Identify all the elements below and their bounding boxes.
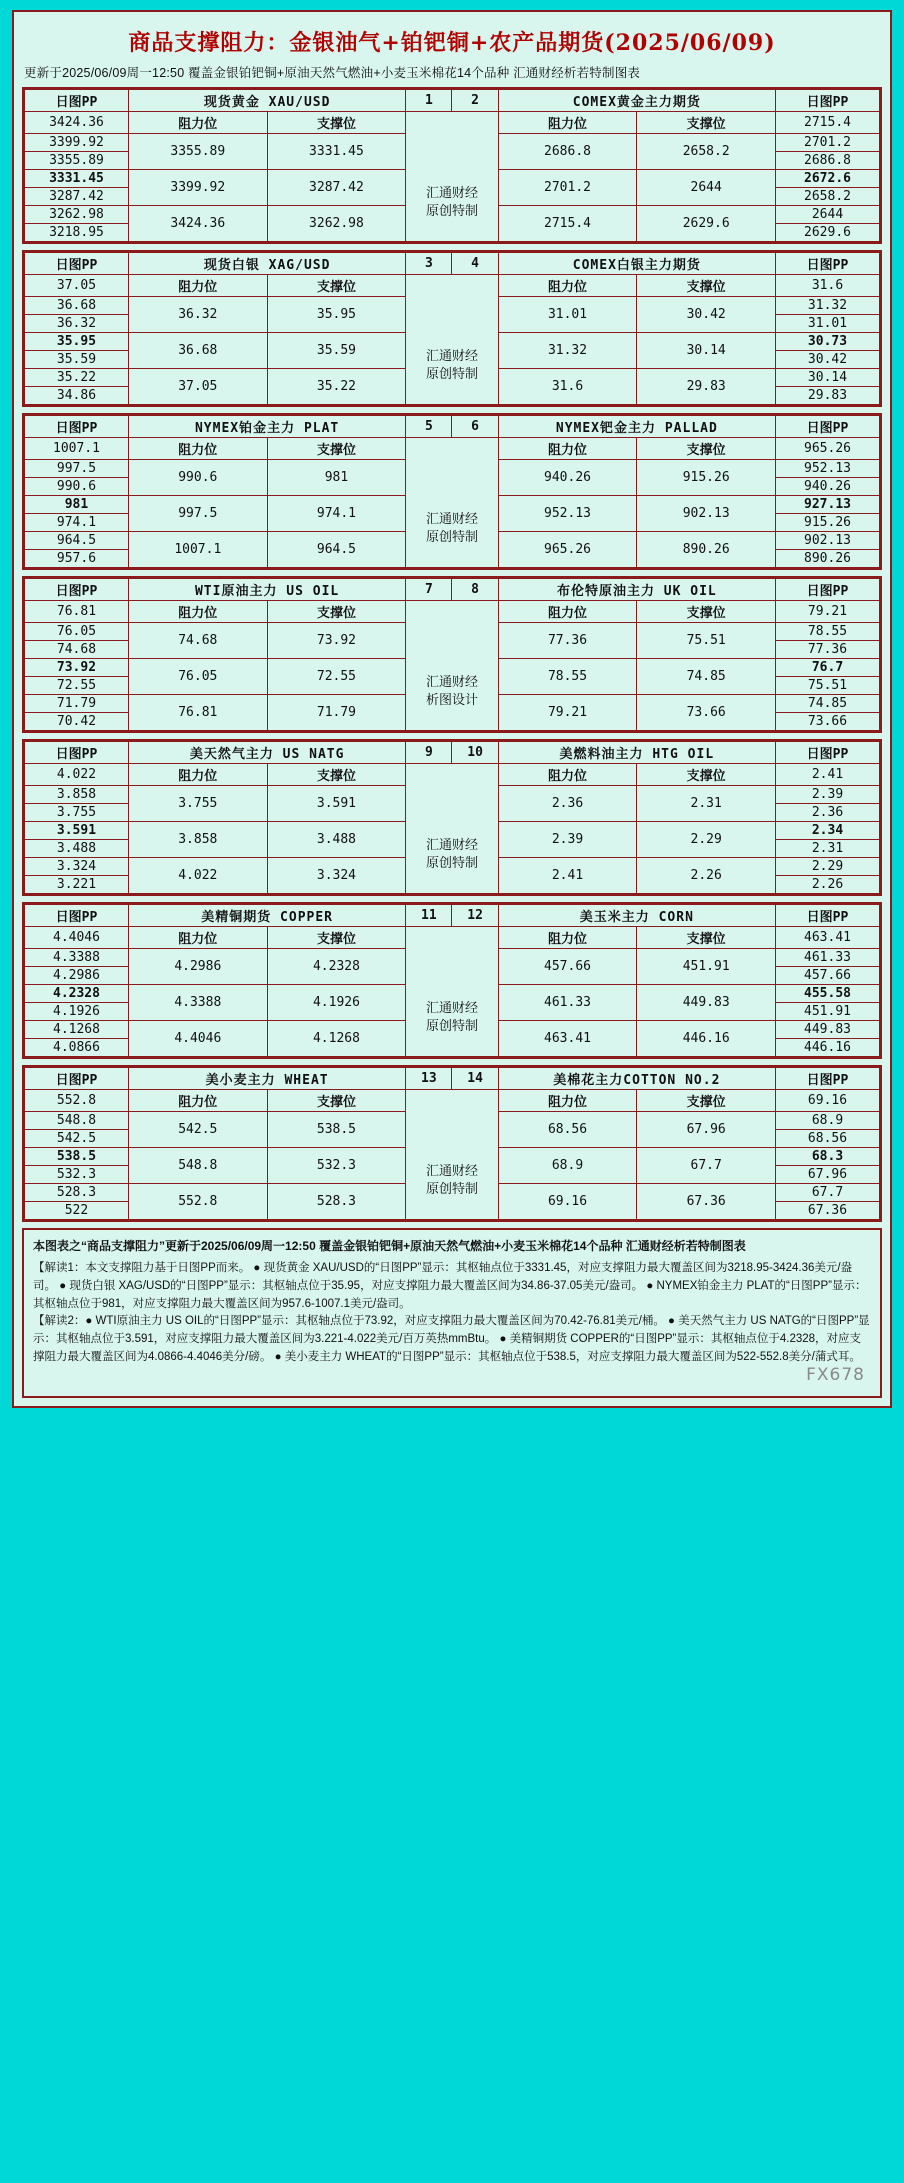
- level-value: 74.68: [25, 641, 129, 659]
- support-value: 35.95: [267, 297, 406, 333]
- level-value: 2658.2: [776, 188, 880, 206]
- block-index-right: 14: [452, 1068, 498, 1090]
- pivot-value-right: 455.58: [776, 985, 880, 1003]
- pp-label-left: 日图PP: [25, 253, 129, 275]
- support-value: 2644: [637, 170, 776, 206]
- support-value: 902.13: [637, 496, 776, 532]
- block-index-right: 12: [452, 905, 498, 927]
- level-value: 915.26: [776, 514, 880, 532]
- pp-label-left: 日图PP: [25, 742, 129, 764]
- level-value: 3.221: [25, 876, 129, 894]
- resistance-header-right: 阻力位: [498, 1090, 637, 1112]
- resistance-value: 965.26: [498, 532, 637, 568]
- level-value: 2715.4: [776, 112, 880, 134]
- level-value: 2.29: [776, 858, 880, 876]
- resistance-value: 3424.36: [128, 206, 267, 242]
- block-index-right: 10: [452, 742, 498, 764]
- support-value: 67.7: [637, 1148, 776, 1184]
- resistance-value: 548.8: [128, 1148, 267, 1184]
- resistance-value: 463.41: [498, 1021, 637, 1057]
- support-header-left: 支撑位: [267, 112, 406, 134]
- pivot-value-left: 538.5: [25, 1148, 129, 1166]
- level-value: 77.36: [776, 641, 880, 659]
- level-value: 30.42: [776, 351, 880, 369]
- level-value: 36.68: [25, 297, 129, 315]
- level-value: 463.41: [776, 927, 880, 949]
- pivot-value-left: 3331.45: [25, 170, 129, 188]
- level-value: 997.5: [25, 460, 129, 478]
- instrument-name-left: WTI原油主力 US OIL: [128, 579, 405, 601]
- support-value: 4.2328: [267, 949, 406, 985]
- watermark: 汇通财经 原创特制: [406, 1090, 498, 1220]
- level-value: 31.01: [776, 315, 880, 333]
- pivot-value-left: 73.92: [25, 659, 129, 677]
- support-value: 74.85: [637, 659, 776, 695]
- level-value: 4.1926: [25, 1003, 129, 1021]
- level-value: 36.32: [25, 315, 129, 333]
- watermark: 汇通财经 原创特制: [406, 764, 498, 894]
- watermark: 汇通财经 原创特制: [406, 927, 498, 1057]
- level-value: 957.6: [25, 550, 129, 568]
- pp-label-left: 日图PP: [25, 90, 129, 112]
- level-value: 548.8: [25, 1112, 129, 1130]
- level-value: 2.31: [776, 840, 880, 858]
- level-value: 74.85: [776, 695, 880, 713]
- support-value: 2.26: [637, 858, 776, 894]
- resistance-value: 4.4046: [128, 1021, 267, 1057]
- support-value: 72.55: [267, 659, 406, 695]
- level-value: 3355.89: [25, 152, 129, 170]
- resistance-value: 31.6: [498, 369, 637, 405]
- block-index-left: 13: [406, 1068, 452, 1090]
- level-value: 2.39: [776, 786, 880, 804]
- level-value: 3424.36: [25, 112, 129, 134]
- signature-bar: [33, 1367, 871, 1389]
- level-value: 31.32: [776, 297, 880, 315]
- resistance-value: 4.2986: [128, 949, 267, 985]
- resistance-value: 68.56: [498, 1112, 637, 1148]
- level-value: 76.81: [25, 601, 129, 623]
- pp-label-left: 日图PP: [25, 579, 129, 601]
- resistance-value: 2.36: [498, 786, 637, 822]
- resistance-value: 3.755: [128, 786, 267, 822]
- resistance-value: 3.858: [128, 822, 267, 858]
- resistance-header-right: 阻力位: [498, 112, 637, 134]
- resistance-value: 31.32: [498, 333, 637, 369]
- level-value: 68.9: [776, 1112, 880, 1130]
- support-value: 3287.42: [267, 170, 406, 206]
- support-value: 974.1: [267, 496, 406, 532]
- level-value: 4.022: [25, 764, 129, 786]
- pp-label-right: 日图PP: [776, 579, 880, 601]
- support-value: 29.83: [637, 369, 776, 405]
- level-value: 4.1268: [25, 1021, 129, 1039]
- level-value: 31.6: [776, 275, 880, 297]
- resistance-value: 461.33: [498, 985, 637, 1021]
- resistance-value: 952.13: [498, 496, 637, 532]
- level-value: 3262.98: [25, 206, 129, 224]
- block-index-right: 6: [452, 416, 498, 438]
- block-index-left: 1: [406, 90, 452, 112]
- level-value: 76.05: [25, 623, 129, 641]
- resistance-header-right: 阻力位: [498, 275, 637, 297]
- support-header-left: 支撑位: [267, 601, 406, 623]
- level-value: 3.755: [25, 804, 129, 822]
- resistance-header-left: 阻力位: [128, 927, 267, 949]
- support-header-left: 支撑位: [267, 438, 406, 460]
- support-value: 73.92: [267, 623, 406, 659]
- resistance-header-right: 阻力位: [498, 764, 637, 786]
- level-value: 34.86: [25, 387, 129, 405]
- level-value: 964.5: [25, 532, 129, 550]
- instrument-name-left: 美天然气主力 US NATG: [128, 742, 405, 764]
- support-header-right: 支撑位: [637, 764, 776, 786]
- level-value: 528.3: [25, 1184, 129, 1202]
- level-value: 446.16: [776, 1039, 880, 1057]
- level-value: 69.16: [776, 1090, 880, 1112]
- resistance-value: 990.6: [128, 460, 267, 496]
- level-value: 4.2986: [25, 967, 129, 985]
- block-index-left: 3: [406, 253, 452, 275]
- support-header-left: 支撑位: [267, 764, 406, 786]
- support-value: 4.1926: [267, 985, 406, 1021]
- level-value: 79.21: [776, 601, 880, 623]
- resistance-value: 997.5: [128, 496, 267, 532]
- level-value: 974.1: [25, 514, 129, 532]
- support-value: 446.16: [637, 1021, 776, 1057]
- resistance-value: 37.05: [128, 369, 267, 405]
- report-subtitle: 更新于2025/06/09周一12:50 覆盖金银铂钯铜+原油天然气燃油+小麦玉米棉花14个品种 汇通财经析若特制图表: [24, 66, 641, 80]
- level-value: 3399.92: [25, 134, 129, 152]
- level-value: 2686.8: [776, 152, 880, 170]
- pp-label-right: 日图PP: [776, 90, 880, 112]
- support-value: 3331.45: [267, 134, 406, 170]
- level-value: 67.36: [776, 1202, 880, 1220]
- resistance-value: 4.3388: [128, 985, 267, 1021]
- support-header-right: 支撑位: [637, 601, 776, 623]
- level-value: 37.05: [25, 275, 129, 297]
- footer-note-2: 【解读2：● WTI原油主力 US OIL的“日图PP”显示：其枢轴点位于73.92，对应支撑阻力最大覆盖区间为70.42-76.81美元/桶。 ● 美天然气主力 US NATG的“日图PP”显示：其枢轴点位于3.591，对应支撑阻力最大覆盖区间为3.221-4.022美元/百万英热mmBtu。 ● 美精铜期货 COPPER的“日图PP”显示：其枢轴点位于4.2328，对应支撑阻力最大覆盖区间为4.0866-4.4046美分/磅。 ● 美小麦主力 WHEAT的“日图PP”显示：其枢轴点位于538.5，对应支撑阻力最大覆盖区间为522-552.8美分/蒲式耳。: [33, 1315, 870, 1364]
- support-value: 449.83: [637, 985, 776, 1021]
- instrument-name-right: COMEX黄金主力期货: [498, 90, 775, 112]
- resistance-value: 3355.89: [128, 134, 267, 170]
- level-value: 2.41: [776, 764, 880, 786]
- pivot-value-right: 76.7: [776, 659, 880, 677]
- level-value: 952.13: [776, 460, 880, 478]
- resistance-value: 2715.4: [498, 206, 637, 242]
- resistance-value: 76.05: [128, 659, 267, 695]
- block-index-left: 9: [406, 742, 452, 764]
- pivot-value-right: 2.34: [776, 822, 880, 840]
- support-value: 30.42: [637, 297, 776, 333]
- support-value: 528.3: [267, 1184, 406, 1220]
- instrument-block: [22, 576, 882, 733]
- support-value: 4.1268: [267, 1021, 406, 1057]
- blocks-container: [22, 87, 882, 1222]
- support-value: 981: [267, 460, 406, 496]
- support-value: 67.36: [637, 1184, 776, 1220]
- support-header-right: 支撑位: [637, 438, 776, 460]
- support-value: 35.59: [267, 333, 406, 369]
- resistance-value: 78.55: [498, 659, 637, 695]
- resistance-value: 2.39: [498, 822, 637, 858]
- resistance-value: 31.01: [498, 297, 637, 333]
- level-value: 67.96: [776, 1166, 880, 1184]
- instrument-name-left: 美小麦主力 WHEAT: [128, 1068, 405, 1090]
- level-value: 68.56: [776, 1130, 880, 1148]
- resistance-value: 457.66: [498, 949, 637, 985]
- support-value: 30.14: [637, 333, 776, 369]
- support-value: 75.51: [637, 623, 776, 659]
- level-value: 3218.95: [25, 224, 129, 242]
- level-value: 3287.42: [25, 188, 129, 206]
- resistance-value: 79.21: [498, 695, 637, 731]
- pivot-value-left: 4.2328: [25, 985, 129, 1003]
- pp-label-left: 日图PP: [25, 1068, 129, 1090]
- level-value: 552.8: [25, 1090, 129, 1112]
- pivot-value-right: 927.13: [776, 496, 880, 514]
- support-value: 538.5: [267, 1112, 406, 1148]
- pivot-value-left: 981: [25, 496, 129, 514]
- pivot-value-right: 2672.6: [776, 170, 880, 188]
- resistance-header-left: 阻力位: [128, 438, 267, 460]
- support-value: 3.324: [267, 858, 406, 894]
- support-value: 451.91: [637, 949, 776, 985]
- instrument-name-right: 美燃料油主力 HTG OIL: [498, 742, 775, 764]
- resistance-value: 1007.1: [128, 532, 267, 568]
- instrument-block: [22, 1065, 882, 1222]
- level-value: 451.91: [776, 1003, 880, 1021]
- support-value: 71.79: [267, 695, 406, 731]
- instrument-name-right: 美玉米主力 CORN: [498, 905, 775, 927]
- resistance-value: 69.16: [498, 1184, 637, 1220]
- level-value: 71.79: [25, 695, 129, 713]
- block-index-left: 5: [406, 416, 452, 438]
- resistance-header-left: 阻力位: [128, 1090, 267, 1112]
- pp-label-right: 日图PP: [776, 253, 880, 275]
- support-value: 2.29: [637, 822, 776, 858]
- resistance-header-left: 阻力位: [128, 112, 267, 134]
- resistance-value: 77.36: [498, 623, 637, 659]
- instrument-block: [22, 902, 882, 1059]
- support-value: 35.22: [267, 369, 406, 405]
- resistance-header-right: 阻力位: [498, 438, 637, 460]
- block-index-right: 8: [452, 579, 498, 601]
- level-value: 2701.2: [776, 134, 880, 152]
- resistance-value: 2701.2: [498, 170, 637, 206]
- instrument-name-right: NYMEX钯金主力 PALLAD: [498, 416, 775, 438]
- report-sheet: [12, 10, 892, 1408]
- pp-label-right: 日图PP: [776, 905, 880, 927]
- resistance-value: 542.5: [128, 1112, 267, 1148]
- pp-label-left: 日图PP: [25, 905, 129, 927]
- resistance-header-right: 阻力位: [498, 601, 637, 623]
- pp-label-right: 日图PP: [776, 416, 880, 438]
- level-value: 2.36: [776, 804, 880, 822]
- resistance-value: 2686.8: [498, 134, 637, 170]
- support-header-left: 支撑位: [267, 1090, 406, 1112]
- page-title: 商品支撑阻力：金银油气+铂钯铜+农产品期货(2025/06/09): [128, 30, 776, 56]
- pivot-value-right: 30.73: [776, 333, 880, 351]
- instrument-name-left: 现货白银 XAG/USD: [128, 253, 405, 275]
- block-index-right: 2: [452, 90, 498, 112]
- site-signature: FX678: [806, 1365, 865, 1386]
- level-value: 890.26: [776, 550, 880, 568]
- support-header-right: 支撑位: [637, 275, 776, 297]
- level-value: 449.83: [776, 1021, 880, 1039]
- instrument-name-left: 美精铜期货 COPPER: [128, 905, 405, 927]
- level-value: 72.55: [25, 677, 129, 695]
- level-value: 75.51: [776, 677, 880, 695]
- support-value: 3.488: [267, 822, 406, 858]
- level-value: 78.55: [776, 623, 880, 641]
- level-value: 902.13: [776, 532, 880, 550]
- block-index-left: 11: [406, 905, 452, 927]
- level-value: 35.59: [25, 351, 129, 369]
- instrument-name-right: COMEX白银主力期货: [498, 253, 775, 275]
- support-header-right: 支撑位: [637, 927, 776, 949]
- support-value: 2629.6: [637, 206, 776, 242]
- pivot-value-left: 35.95: [25, 333, 129, 351]
- support-value: 2.31: [637, 786, 776, 822]
- level-value: 1007.1: [25, 438, 129, 460]
- resistance-value: 74.68: [128, 623, 267, 659]
- support-value: 67.96: [637, 1112, 776, 1148]
- level-value: 35.22: [25, 369, 129, 387]
- support-value: 964.5: [267, 532, 406, 568]
- level-value: 4.4046: [25, 927, 129, 949]
- support-value: 890.26: [637, 532, 776, 568]
- resistance-value: 36.32: [128, 297, 267, 333]
- resistance-header-left: 阻力位: [128, 764, 267, 786]
- level-value: 3.324: [25, 858, 129, 876]
- support-header-left: 支撑位: [267, 275, 406, 297]
- support-value: 532.3: [267, 1148, 406, 1184]
- level-value: 2629.6: [776, 224, 880, 242]
- footer-notes: [22, 1228, 882, 1398]
- level-value: 940.26: [776, 478, 880, 496]
- footer-headline: 本图表之“商品支撑阻力”更新于2025/06/09周一12:50 覆盖金银铂钯铜+原油天然气燃油+小麦玉米棉花14个品种 汇通财经析若特制图表: [33, 1239, 746, 1253]
- level-value: 542.5: [25, 1130, 129, 1148]
- pp-label-left: 日图PP: [25, 416, 129, 438]
- pivot-value-right: 68.3: [776, 1148, 880, 1166]
- instrument-block: [22, 87, 882, 244]
- level-value: 532.3: [25, 1166, 129, 1184]
- level-value: 2.26: [776, 876, 880, 894]
- instrument-name-right: 布伦特原油主力 UK OIL: [498, 579, 775, 601]
- resistance-value: 2.41: [498, 858, 637, 894]
- level-value: 73.66: [776, 713, 880, 731]
- resistance-header-right: 阻力位: [498, 927, 637, 949]
- level-value: 461.33: [776, 949, 880, 967]
- level-value: 522: [25, 1202, 129, 1220]
- level-value: 70.42: [25, 713, 129, 731]
- level-value: 457.66: [776, 967, 880, 985]
- level-value: 67.7: [776, 1184, 880, 1202]
- support-value: 3.591: [267, 786, 406, 822]
- instrument-name-left: 现货黄金 XAU/USD: [128, 90, 405, 112]
- resistance-value: 36.68: [128, 333, 267, 369]
- instrument-block: [22, 250, 882, 407]
- instrument-block: [22, 739, 882, 896]
- support-header-right: 支撑位: [637, 1090, 776, 1112]
- level-value: 4.3388: [25, 949, 129, 967]
- watermark: 汇通财经 原创特制: [406, 112, 498, 242]
- resistance-value: 68.9: [498, 1148, 637, 1184]
- watermark: 汇通财经 原创特制: [406, 275, 498, 405]
- pp-label-right: 日图PP: [776, 1068, 880, 1090]
- block-index-right: 4: [452, 253, 498, 275]
- support-value: 2658.2: [637, 134, 776, 170]
- level-value: 4.0866: [25, 1039, 129, 1057]
- level-value: 2644: [776, 206, 880, 224]
- instrument-name-right: 美棉花主力COTTON NO.2: [498, 1068, 775, 1090]
- support-header-right: 支撑位: [637, 112, 776, 134]
- level-value: 990.6: [25, 478, 129, 496]
- footer-note-1: 【解读1：本文支撑阻力基于日图PP而来。 ● 现货黄金 XAU/USD的“日图PP”显示：其枢轴点位于3331.45，对应支撑阻力最大覆盖区间为3218.95-3424.36美元/盎司。 ● 现货白银 XAG/USD的“日图PP”显示：其枢轴点位于35.95，对应支撑阻力最大覆盖区间为34.86-37.05美元/盎司。 ● NYMEX铂金主力 PLAT的“日图PP”显示：其枢轴点位于981，对应支撑阻力最大覆盖区间为957.6-1007.1美元/盎司。: [33, 1262, 867, 1310]
- resistance-header-left: 阻力位: [128, 601, 267, 623]
- resistance-value: 940.26: [498, 460, 637, 496]
- resistance-header-left: 阻力位: [128, 275, 267, 297]
- level-value: 3.488: [25, 840, 129, 858]
- level-value: 3.858: [25, 786, 129, 804]
- level-value: 29.83: [776, 387, 880, 405]
- pivot-value-left: 3.591: [25, 822, 129, 840]
- resistance-value: 76.81: [128, 695, 267, 731]
- support-header-left: 支撑位: [267, 927, 406, 949]
- block-index-left: 7: [406, 579, 452, 601]
- level-value: 30.14: [776, 369, 880, 387]
- watermark: 汇通财经 析图设计: [406, 601, 498, 731]
- resistance-value: 3399.92: [128, 170, 267, 206]
- instrument-block: [22, 413, 882, 570]
- support-value: 73.66: [637, 695, 776, 731]
- resistance-value: 552.8: [128, 1184, 267, 1220]
- watermark: 汇通财经 原创特制: [406, 438, 498, 568]
- resistance-value: 4.022: [128, 858, 267, 894]
- pp-label-right: 日图PP: [776, 742, 880, 764]
- support-value: 915.26: [637, 460, 776, 496]
- support-value: 3262.98: [267, 206, 406, 242]
- instrument-name-left: NYMEX铂金主力 PLAT: [128, 416, 405, 438]
- level-value: 965.26: [776, 438, 880, 460]
